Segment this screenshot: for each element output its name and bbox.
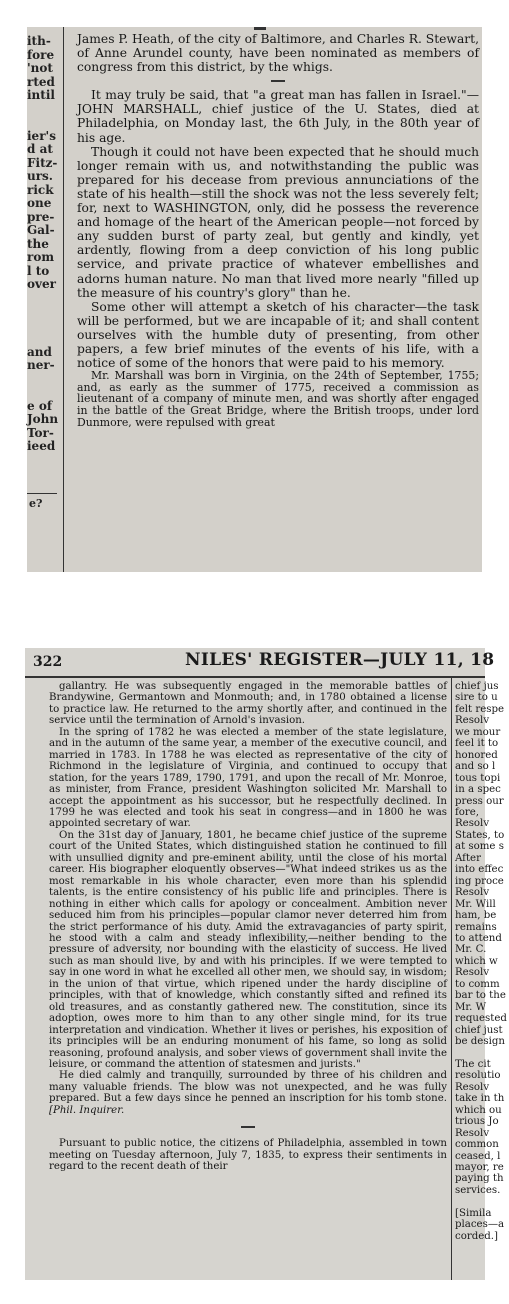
gutter-fragment-line: ith-	[27, 34, 51, 48]
newspaper-clipping-bottom	[25, 648, 507, 1280]
gutter-fragment-line: rom	[27, 250, 55, 264]
gutter-fragment-line: rick	[27, 182, 54, 197]
article-column	[49, 681, 447, 1173]
right-fragment-line: ing proce	[455, 875, 504, 887]
gutter-fragment-line: ier's	[27, 128, 56, 143]
death-paragraph	[49, 1070, 447, 1116]
gutter-fragment-line: the	[27, 236, 49, 251]
gutter-fragment-line: ieed	[27, 439, 56, 453]
gutter-fragment-line: over	[27, 277, 56, 291]
masthead: NILES' REGISTER—JULY 11, 18	[185, 650, 495, 670]
right-fragment-line: feel it to	[455, 738, 499, 750]
right-fragment-line: tous topi	[455, 772, 501, 784]
right-fragment-line: which ou	[455, 1104, 502, 1116]
right-fragment-line: Mr. W	[455, 1001, 487, 1013]
right-fragment-line: The cit	[455, 1058, 491, 1070]
gutter-fragment-line: e of	[27, 398, 52, 413]
gutter-fragment-line	[27, 305, 55, 319]
right-fragment-line: chief jus	[455, 681, 499, 692]
gutter-fragment-line	[27, 332, 55, 346]
article-column	[77, 32, 479, 428]
gutter-fragment-line: d at	[27, 142, 53, 156]
nomination-paragraph: James P. Heath, of the city of Baltimore, and Charles R. Stewart, of Anne Arundel county, have been nominated as members of congress from this district, by the whigs.	[77, 32, 479, 75]
biography-paragraph: Mr. Marshall was born in Virginia, on the 24th of September, 1755; and, as early as the summer of 1775, received a commission as lieutenant of a company of minute men, and was shortly after engaged in the battle of the Great Bridge, where the British troops, under lord Dunmore, were repulsed with great	[77, 369, 479, 429]
right-column-fragments	[455, 681, 507, 1242]
right-fragment-line: services.	[455, 1184, 501, 1196]
right-fragment-line: press our	[455, 795, 504, 807]
separator	[241, 1126, 255, 1128]
right-fragment-line: [Simila	[455, 1207, 492, 1219]
right-fragment-line: Mr. Will	[455, 898, 496, 910]
right-fragment-line: and so l	[455, 761, 496, 773]
right-fragment-line: to comm	[455, 978, 500, 990]
gutter-fragment-line: l to	[27, 263, 50, 278]
chief-justice-paragraph: On the 31st day of January, 1801, he became chief justice of the supreme court of the United States, which distinguished station he continued to fill with unsullied dignity and pre-eminent ability, until the close of his mortal career. His biographer eloquently observes—"What indeed strikes us as the most remarkable in his whole character, even more than his splendid talents, is the entire consistency of his public life and principles. There is nothing in either which calls for apology or concealment. Ambition never seduced him from his principles—popular clamor never deterred him from the strict performance of his duty. Amid the extravagancies of party spirit, he stood with a calm and steady inflexibility,—neither bending to the pressure of adversity, nor bounding with the elasticity of success. He lived such as man should live, by and with his principles. If we were tempted to say in one word in what he excelled all other men, we should say, in wisdom; in the union of that virtue, which ripened under the hardy discipline of principles, with that of knowledge, which constantly sifted and refined its old treasures, and as constantly gathered new. The constitution, since its adoption, owes more to him than to any other single mind, for its true interpretation and vindication. Whether it lives or perishes, his exposition of its principles will be an enduring monument of his fame, so long as solid reasoning, profound analysis, and sober views of government shall invite the leisure, or command the attention of statesmen and jurists."	[49, 829, 447, 1070]
gutter-fragment-line: urs.	[27, 169, 53, 183]
left-gutter-fragments	[27, 34, 59, 481]
right-fragment-line: Resolv	[455, 887, 490, 899]
right-fragment-line: we mour	[455, 726, 501, 738]
legislature-paragraph: In the spring of 1782 he was elected a member of the state legislature, and in the autumn of the same year, a member of the executive council, and married in 1783. In 1788 he was elected as representative of the city of Richmond in the legislature of Virginia, and continued to occupy that station, for the years 1789, 1790, 1791, and upon the recall of Mr. Monroe, as minister, from France, president Washington solicited Mr. Marshall to accept the appointment as his successor, but he respectfully declined. In 1799 he was elected and took his seat in congress—and in 1800 he was appointed secretary of war.	[49, 726, 447, 830]
column-rule	[63, 27, 64, 572]
right-fragment-line: felt respe	[455, 703, 505, 715]
right-fragment-line: Resolv	[455, 715, 490, 727]
gutter-fragment-line: one	[27, 196, 52, 210]
gutter-fragment-line	[27, 292, 55, 306]
military-paragraph: gallantry. He was subsequently engaged in the memorable battles of Brandywine, Germantown and Monmouth; and, in 1780 obtained a license to practice law. He returned to the army shortly after, and continued in the service until the termination of Arnold's invasion.	[49, 681, 447, 727]
gutter-fragment-line: ner-	[27, 358, 55, 372]
right-fragment-line: Mr. C.	[455, 944, 487, 956]
marshall-death-paragraph: It may truly be said, that "a great man has fallen in Israel."—JOHN MARSHALL, chief justice of the U. States, died at Philadelphia, on Monday last, the 6th July, in the 80th year of his age.	[77, 88, 479, 145]
gutter-fragment-line: 'not	[27, 61, 53, 75]
gutter-fragment-line: intil	[27, 88, 55, 102]
right-fragment-line: to attend	[455, 932, 502, 944]
right-fragment-line: be design	[455, 1036, 505, 1048]
gutter-fragment-line: John	[27, 412, 59, 426]
right-fragment-line: Resolv	[455, 1127, 490, 1139]
separator	[271, 80, 285, 82]
right-fragment-line: trious Jo	[455, 1116, 499, 1128]
right-fragment-line: requested	[455, 1013, 507, 1025]
gutter-fragment-line	[27, 319, 55, 333]
right-fragment-line: in a spec	[455, 784, 501, 796]
town-meeting-paragraph: Pursuant to public notice, the citizens of Philadelphia, assembled in town meeting on Tuesday afternoon, July 7, 1835, to express their sentiments in regard to the recent death of their	[49, 1138, 447, 1173]
right-fragment-line	[455, 1048, 495, 1059]
gutter-fragment-line: fore	[27, 47, 55, 62]
gutter-fragment-line	[27, 103, 55, 117]
gutter-fragment-line: Gal-	[27, 223, 55, 237]
gutter-fragment-line: Tor-	[27, 425, 54, 440]
right-fragment-line: paying th	[455, 1173, 504, 1185]
right-fragment-line: remains	[455, 921, 497, 933]
death-text: He died calmly and tranquilly, surrounded by three of his children and many valuable friends. The blow was not unexpected, and he was fully prepared. But a few days since he penned an inscription for his tomb stone.	[49, 1070, 447, 1105]
right-fragment-line: Resolv	[455, 967, 490, 979]
source-tag: [Phil. Inquirer.	[49, 1104, 125, 1116]
gutter-fragment-line	[27, 373, 55, 387]
page-number: 322	[33, 654, 63, 670]
right-fragment-line: sire to u	[455, 692, 498, 704]
right-fragment-line: States, to	[455, 829, 505, 841]
right-fragment-line	[455, 1196, 495, 1207]
gutter-fragment-line: pre-	[27, 209, 55, 224]
tribute-paragraph: Though it could not have been expected that he should much longer remain with us, and notwithstanding the public was prepared for his decease from previous annunciations of the state of his health—still the shock was not the less severely felt; for, next to WASHINGTON, only, did he possess the reverence and homage of the heart of the American people—not forced by any sudden burst of party zeal, but gently and kindly, yet ardently, flowing from a deep conviction of his long public service, and private practice of whatever embellishes and adorns human nature. No man that lived more nearly "filled up the measure of his country's glory" than he.	[77, 144, 479, 300]
right-fragment-line: Resolv	[455, 1081, 490, 1093]
gutter-fragment-line	[27, 116, 55, 130]
right-fragment-line: take in th	[455, 1093, 505, 1105]
gutter-fragment-line	[27, 467, 55, 481]
right-fragment-line: fore,	[455, 806, 480, 818]
right-fragment-line: ceased, l	[455, 1150, 501, 1162]
right-fragment-line: bar to the	[455, 990, 506, 1002]
newspaper-clipping-top	[27, 27, 482, 572]
column-rule	[451, 678, 452, 1280]
right-fragment-line: ham, be	[455, 910, 497, 922]
gutter-fragment-line: and	[27, 344, 52, 359]
right-fragment-line: which w	[455, 955, 498, 967]
right-fragment-line: places—a	[455, 1219, 505, 1231]
right-fragment-line: at some s	[455, 841, 504, 853]
right-fragment-line: mayor, re	[455, 1162, 504, 1174]
gutter-fragment-line: rted	[27, 74, 55, 89]
right-fragment-line: into effec	[455, 864, 504, 876]
page-header	[25, 648, 495, 678]
gutter-fragment-line	[27, 386, 55, 400]
right-fragment-line: chief just	[455, 1024, 503, 1036]
right-fragment-line: common	[455, 1139, 499, 1151]
gutter-fragment-line	[27, 454, 55, 468]
right-fragment-line: corded.]	[455, 1230, 498, 1242]
right-fragment-line: After	[455, 852, 481, 864]
gutter-rule	[27, 493, 57, 494]
gutter-fragment-line: Fitz-	[27, 155, 58, 170]
right-fragment-line: honored	[455, 749, 498, 761]
right-fragment-line: Resolv	[455, 818, 490, 830]
top-rule	[254, 27, 266, 30]
gutter-mark: e?	[29, 497, 43, 510]
right-fragment-line: resolutio	[455, 1070, 501, 1082]
sketch-paragraph: Some other will attempt a sketch of his character—the task will be performed, but we are incapable of it; and shall content ourselves with the humble duty of presenting, from other papers, a few brief minutes of the events of his life, with a notice of some of the honors that were paid to his memory.	[77, 299, 479, 371]
